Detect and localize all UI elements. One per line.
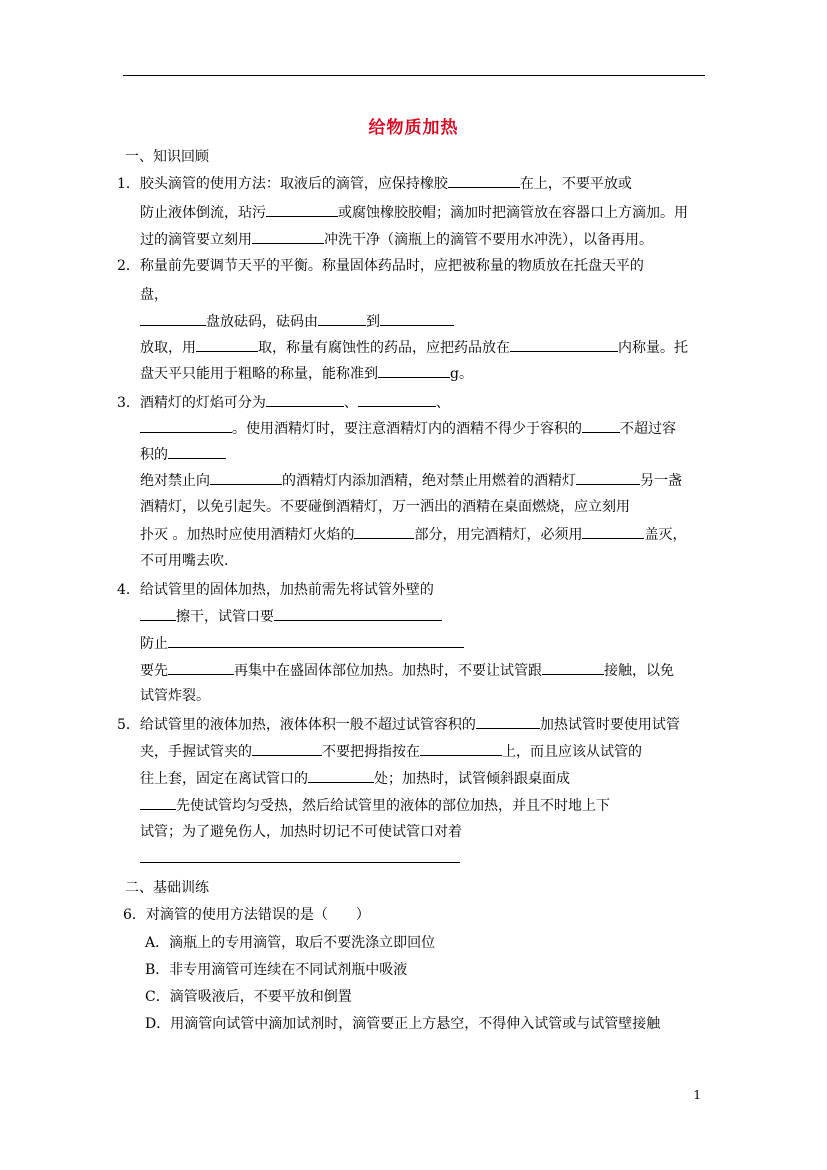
q2-line-2: 盘， <box>140 287 168 303</box>
section-heading-review: 一、知识回顾 <box>125 149 209 165</box>
q6-option-c: C．滴管吸液后，不要平放和倒置 <box>145 989 352 1005</box>
q2-line-5: 盘天平只能用于粗略的称量，能称准到 g。 <box>140 363 473 384</box>
blank <box>380 311 454 326</box>
blank <box>582 418 620 433</box>
q3-line-2: 。使用酒精灯时，要注意酒精灯内的酒精不得少于容积的 不超过容 <box>140 418 676 439</box>
blank <box>168 444 226 459</box>
blank <box>542 660 604 675</box>
blank <box>378 363 450 378</box>
blank <box>140 795 176 810</box>
q4-line-2: 擦干，试管口要 <box>140 606 442 627</box>
blank <box>318 311 366 326</box>
q4-line-3: 防止 <box>140 633 464 654</box>
blank <box>420 741 502 756</box>
blank <box>140 311 206 326</box>
blank <box>354 524 414 539</box>
blank <box>274 606 442 621</box>
blank <box>266 392 344 407</box>
q5-line-6 <box>140 848 460 869</box>
page-number: 1 <box>693 1088 701 1102</box>
q5-line-5: 试管；为了避免伤人，加热时切记不可使试管口对着 <box>140 824 462 840</box>
blank <box>308 768 374 783</box>
blank <box>196 337 258 352</box>
blank <box>266 202 338 217</box>
blank <box>582 524 644 539</box>
q6-stem: 6．对滴管的使用方法错误的是（ ） <box>123 907 370 923</box>
blank <box>358 392 436 407</box>
q5-line-4: 先使试管均匀受热，然后给试管里的液体的部位加热，并且不时地上下 <box>140 795 610 816</box>
q3-line-4: 绝对禁止向 的酒精灯内添加酒精，绝对禁止用燃着的酒精灯 另一盏 <box>140 470 682 491</box>
q1-line-3: 过的滴管要立刻用 冲洗干净（滴瓶上的滴管不要用水冲洗），以备再用。 <box>140 229 653 250</box>
q4-line-1: 4．给试管里的固体加热，加热前需先将试管外壁的 <box>117 582 434 598</box>
blank <box>510 337 618 352</box>
q6-option-d: D．用滴管向试管中滴加试剂时，滴管要正上方悬空，不得伸入试管或与试管壁接触 <box>145 1016 661 1032</box>
blank <box>168 660 234 675</box>
q2-line-4: 放取，用 取，称量有腐蚀性的药品，应把药品放在 内称量。托 <box>140 337 688 358</box>
q5-line-1: 5．给试管里的液体加热，液体体积一般不超过试管容积的 加热试管时要使用试管 <box>117 714 680 735</box>
q3-line-1: 3．酒精灯的灯焰可分为 、 、 <box>117 392 450 413</box>
q4-line-5: 试管炸裂。 <box>140 688 210 704</box>
q3-line-5: 酒精灯，以免引起失。不要碰倒酒精灯，万一洒出的酒精在桌面燃烧，应立刻用 <box>140 499 630 515</box>
blank <box>140 848 460 863</box>
q5-line-2: 夹，手握试管夹的 不要把拇指按在 上，而且应该从试管的 <box>140 741 642 762</box>
q6-option-b: B．非专用滴管可连续在不同试剂瓶中吸液 <box>145 962 408 978</box>
blank <box>252 741 322 756</box>
q4-line-4: 要先 再集中在盛固体部位加热。加热时，不要让试管跟 接触，以免 <box>140 660 674 681</box>
blank <box>168 633 464 648</box>
q3-line-3: 积的 <box>140 444 226 465</box>
blank <box>140 418 232 433</box>
q6-option-a: A．滴瓶上的专用滴管，取后不要洗涤立即回位 <box>145 935 436 951</box>
blank <box>476 714 540 729</box>
q1-line-2: 防止液体倒流，玷污 或腐蚀橡胶胶帽；滴加时把滴管放在容器口上方滴加。用 <box>140 202 688 223</box>
blank <box>210 470 282 485</box>
blank <box>140 606 176 621</box>
section-heading-practice: 二、基础训练 <box>125 880 209 896</box>
q2-line-3: 盘放砝码，砝码由 到 <box>140 311 454 332</box>
blank <box>576 470 640 485</box>
q2-line-1: 2．称量前先要调节天平的平衡。称量固体药品时，应把被称量的物质放在托盘天平的 <box>117 258 644 274</box>
blank <box>252 229 324 244</box>
q3-line-7: 不可用嘴去吹. <box>140 553 229 569</box>
q5-line-3: 往上套，固定在离试管口的 处；加热时，试管倾斜跟桌面成 <box>140 768 570 789</box>
page-title: 给物质加热 <box>368 118 459 138</box>
header-rule <box>123 75 705 76</box>
blank <box>448 173 520 188</box>
q1-line-1: 1．胶头滴管的使用方法：取液后的滴管，应保持橡胶 在上，不要平放或 <box>117 173 632 194</box>
q3-line-6: 扑灭 。加热时应使用酒精灯火焰的 部分，用完酒精灯，必须用 盖灭， <box>140 524 686 545</box>
